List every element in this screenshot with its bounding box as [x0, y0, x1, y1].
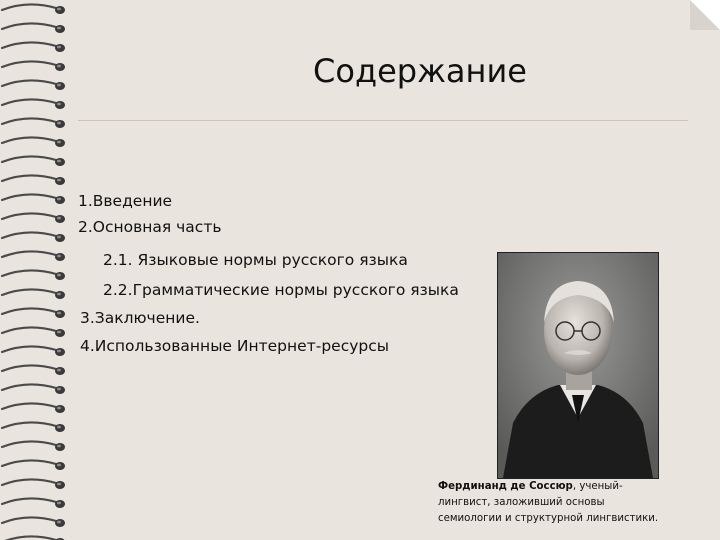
title-divider: [78, 120, 688, 121]
portrait-illustration: [498, 253, 658, 478]
caption-line3: семиологии и структурной лингвистики.: [438, 513, 659, 524]
toc-item-grammar-norms: 2.2.Грамматические нормы русского языка: [103, 281, 459, 299]
caption-line1-rest: , ученый-: [572, 481, 623, 492]
toc-item-introduction: 1.Введение: [78, 192, 173, 210]
toc-item-internet-resources: 4.Использованные Интернет-ресурсы: [80, 337, 389, 355]
photo-caption: [438, 479, 693, 527]
caption-line2: лингвист, заложивший основы: [438, 497, 605, 508]
page-title: Содержание: [313, 52, 527, 90]
toc-item-conclusion: 3.Заключение.: [80, 309, 200, 327]
spiral-binding-icon: [0, 0, 75, 540]
portrait-photo: [497, 252, 659, 479]
caption-name: Фердинанд де Соссюр: [438, 481, 573, 492]
toc-item-language-norms: 2.1. Языковые нормы русского языка: [103, 251, 408, 269]
toc-item-main-part: 2.Основная часть: [78, 218, 222, 236]
page-curl-corner: [690, 0, 720, 30]
